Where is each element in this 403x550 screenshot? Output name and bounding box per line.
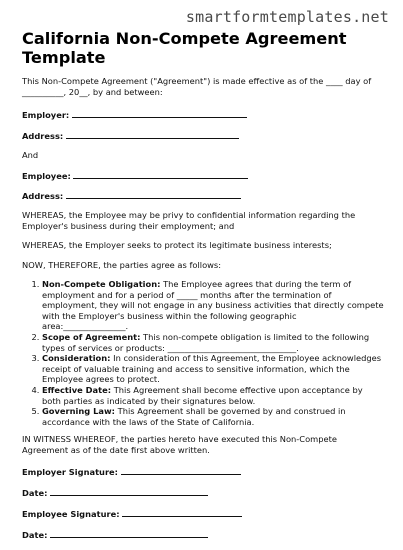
employee-blank[interactable] <box>73 170 248 179</box>
address-label-2: Address: <box>22 190 64 201</box>
list-item <box>42 353 384 385</box>
address-blank-2[interactable] <box>66 190 241 199</box>
employee-signature-label: Employee Signature: <box>22 508 120 519</box>
list-item <box>42 406 384 427</box>
date-label-1: Date: <box>22 487 48 498</box>
term-text: The Employee agrees that during the term of employment and for a period of _____ months after the termination of employment, they will not engage in any business activities that directly compete with the Employer's business within the following geographic area:_______________. <box>42 279 384 332</box>
employer-field <box>22 109 384 121</box>
employer-signature-label: Employer Signature: <box>22 466 118 477</box>
and-text: And <box>22 149 39 160</box>
term-heading: Governing Law: <box>42 406 115 417</box>
employer-label: Employer: <box>22 110 70 121</box>
employer-blank[interactable] <box>72 109 247 118</box>
address-field-1 <box>22 130 384 142</box>
employer-signature-field <box>22 466 384 478</box>
term-heading: Scope of Agreement: <box>42 332 141 343</box>
date-field-1 <box>22 487 384 499</box>
address-blank-1[interactable] <box>66 130 239 139</box>
date-field-2 <box>22 529 384 541</box>
list-item <box>42 385 384 406</box>
date-blank-1[interactable] <box>50 487 208 496</box>
employee-label: Employee: <box>22 170 71 181</box>
terms-list <box>22 279 384 427</box>
term-text: In consideration of this Agreement, the Employee acknowledges receipt of valuable training and access to sensitive information, which the Employee agrees to protect. <box>42 353 382 385</box>
term-text: This Agreement shall become effective upon acceptance by both parties as indicated by their signatures below. <box>42 385 363 406</box>
list-item <box>42 279 384 332</box>
term-text: This non-compete obligation is limited to the following types of services or products: _______________________________. <box>42 332 370 353</box>
whereas-paragraph-2: WHEREAS, the Employer seeks to protect its legitimate business interests; <box>22 240 332 251</box>
term-text: This Agreement shall be governed by and construed in accordance with the laws of the State of California. <box>42 406 346 427</box>
witness-paragraph: IN WITNESS WHEREOF, the parties hereto have executed this Non-Compete Agreement as of the date first above written. <box>22 434 337 456</box>
watermark: smartformtemplates.net <box>185 8 389 26</box>
employee-signature-blank[interactable] <box>122 508 242 517</box>
term-heading: Consideration: <box>42 353 111 364</box>
employer-signature-blank[interactable] <box>121 466 241 475</box>
signature-block <box>22 466 384 541</box>
date-label-2: Date: <box>22 530 48 541</box>
intro-paragraph: This Non-Compete Agreement ("Agreement") is made effective as of the ____ day of __________, 20__, by and between: <box>22 76 372 97</box>
address-field-2 <box>22 190 384 202</box>
address-label-1: Address: <box>22 130 64 141</box>
employee-field <box>22 170 384 182</box>
list-item <box>42 332 384 353</box>
document-title: California Non-Compete Agreement Template <box>22 29 347 67</box>
term-heading: Non-Compete Obligation: <box>42 279 161 290</box>
document-body <box>22 76 384 550</box>
date-blank-2[interactable] <box>50 529 208 538</box>
employee-signature-field <box>22 508 384 520</box>
now-therefore-paragraph: NOW, THEREFORE, the parties agree as follows: <box>22 259 222 270</box>
whereas-paragraph-1: WHEREAS, the Employee may be privy to confidential information regarding the Employer's business during their employment; and <box>22 210 356 231</box>
term-heading: Effective Date: <box>42 385 112 396</box>
